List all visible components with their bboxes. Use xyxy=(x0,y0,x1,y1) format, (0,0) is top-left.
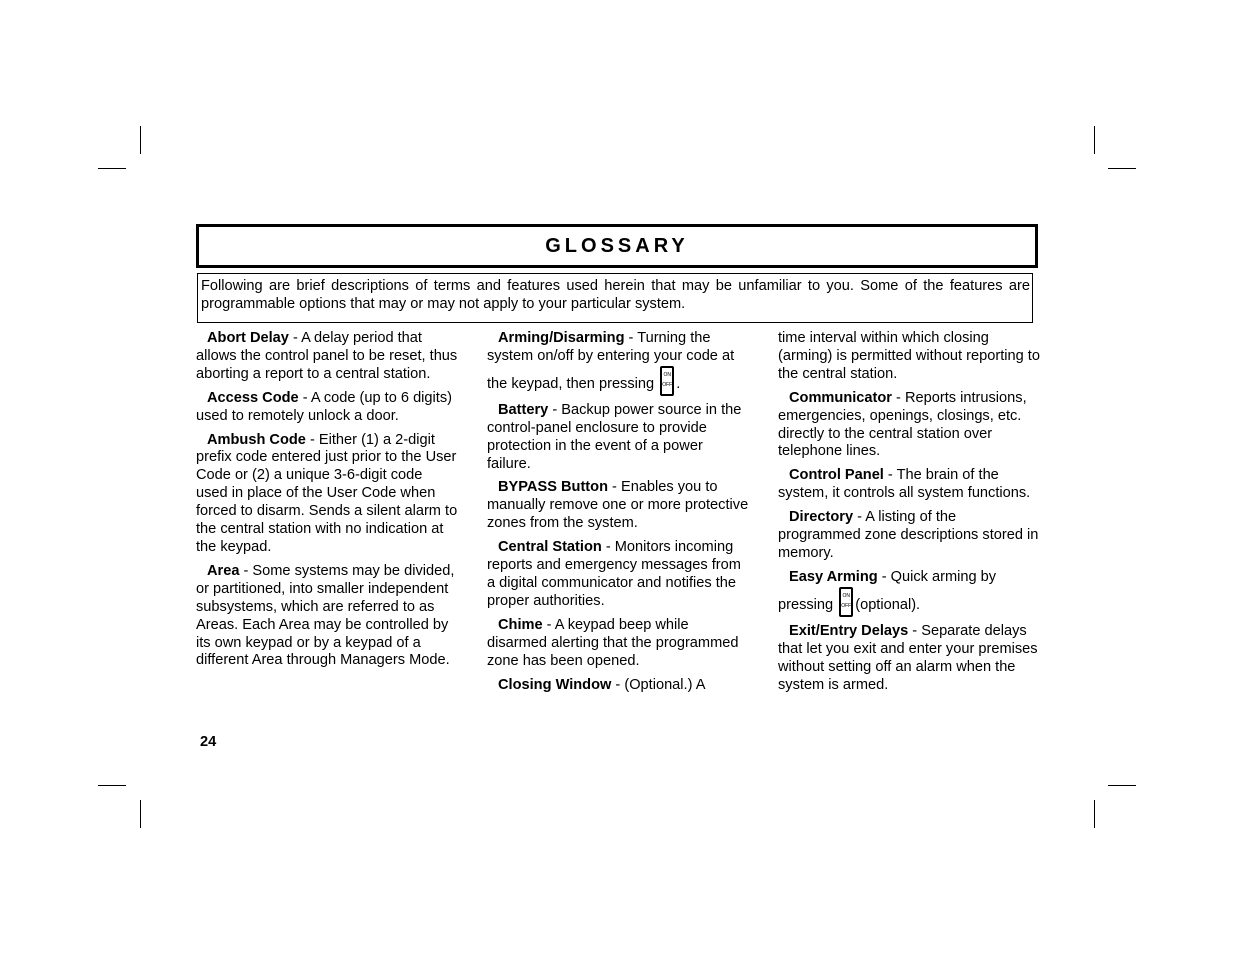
glossary-entry-ambush-code xyxy=(196,432,458,557)
definition: - Turning the system on/off by entering your code at the keypad, then pressing xyxy=(487,330,735,392)
term: Easy Arming xyxy=(789,568,878,585)
glossary-column-1 xyxy=(196,330,458,676)
crop-mark xyxy=(140,126,141,154)
crop-mark xyxy=(98,785,126,786)
term: Communicator xyxy=(789,389,892,406)
glossary-entry-chime xyxy=(487,617,749,671)
definition: - A delay period that allows the control panel to be reset, thus aborting a report to a central station. xyxy=(196,330,458,382)
definition: - Monitors incoming reports and emergency messages from a digital communicator and notifies the proper authorities. xyxy=(487,539,741,609)
definition: - Quick arming by pressing xyxy=(778,568,997,613)
glossary-title-box xyxy=(196,224,1038,268)
glossary-entry-easy-arming xyxy=(778,569,1040,617)
crop-mark xyxy=(1094,126,1095,154)
crop-mark xyxy=(1108,168,1136,169)
intro-text: Following are brief descriptions of terms and features used herein that may be unfamiliar to you. Some of the features are programmable options that may or may not apply to your particular system. xyxy=(201,278,1030,312)
glossary-entry-control-panel xyxy=(778,467,1040,503)
term: Battery xyxy=(498,401,549,418)
glossary-entry-access-code xyxy=(196,390,458,426)
definition: - A code (up to 6 digits) used to remotely unlock a door. xyxy=(196,389,452,424)
glossary-column-2 xyxy=(487,330,749,700)
glossary-entry-area xyxy=(196,563,458,670)
definition: - A keypad beep while disarmed alerting that the programmed zone has been opened. xyxy=(487,616,739,669)
glossary-entry-directory xyxy=(778,509,1040,563)
definition: - Backup power source in the control-panel enclosure to provide protection in the event of a power failure. xyxy=(487,401,742,472)
page-title: GLOSSARY xyxy=(545,234,689,257)
term: Chime xyxy=(498,616,543,633)
crop-mark xyxy=(1108,785,1136,786)
glossary-entry-abort-delay xyxy=(196,330,458,384)
term: Control Panel xyxy=(789,467,884,484)
glossary-entry-arming-disarming xyxy=(487,330,749,396)
glossary-entry-battery xyxy=(487,402,749,474)
glossary-entry-central-station xyxy=(487,539,749,611)
definition: - Some systems may be divided, or partitioned, into smaller independent subsystems, which are referred to as Areas. Each Area may be controlled by its own keypad or by a keypad of a different Area through Managers Mode. xyxy=(196,562,455,669)
on-off-key-icon: ON OFF xyxy=(660,366,674,396)
crop-mark xyxy=(140,800,141,828)
glossary-entry-bypass-button xyxy=(487,479,749,533)
page-number: 24 xyxy=(200,734,217,750)
definition-end: (optional). xyxy=(855,596,921,613)
definition: - The brain of the system, it controls all system functions. xyxy=(778,467,1031,502)
glossary-entry-closing-window-continued xyxy=(778,330,1040,384)
term: Closing Window xyxy=(498,676,612,693)
definition: - Either (1) a 2-digit prefix code entered just prior to the User Code or (2) a unique 3-6-digit code used in place of the User Code when forced to disarm. Sends a silent alarm to the central station with no indication at the keypad. xyxy=(196,431,458,555)
term: BYPASS Button xyxy=(498,479,608,496)
definition: - A listing of the programmed zone descriptions stored in memory. xyxy=(778,509,1039,561)
definition: - Enables you to manually remove one or more protective zones from the system. xyxy=(487,479,749,532)
glossary-entry-closing-window xyxy=(487,677,749,695)
glossary-column-3 xyxy=(778,330,1040,700)
term: Central Station xyxy=(498,539,602,556)
crop-mark xyxy=(98,168,126,169)
on-off-key-icon: ON OFF xyxy=(839,587,853,617)
glossary-entry-exit-entry-delays xyxy=(778,623,1040,695)
definition: - Reports intrusions, emergencies, openings, closings, etc. directly to the central station over telephone lines. xyxy=(778,389,1027,460)
term: Arming/Disarming xyxy=(498,330,625,346)
term: Ambush Code xyxy=(207,431,306,448)
intro-box xyxy=(197,273,1033,323)
term: Abort Delay xyxy=(207,330,289,346)
definition: - Separate delays that let you exit and enter your premises without setting off an alarm when the system is armed. xyxy=(778,622,1038,693)
definition-end: . xyxy=(676,375,681,392)
definition: time interval within which closing (arming) is permitted without reporting to the central station. xyxy=(778,330,1040,382)
term: Exit/Entry Delays xyxy=(789,622,909,639)
term: Directory xyxy=(789,509,854,526)
crop-mark xyxy=(1094,800,1095,828)
definition: - (Optional.) A xyxy=(611,676,706,693)
term: Access Code xyxy=(207,389,299,406)
term: Area xyxy=(207,562,240,579)
glossary-entry-communicator xyxy=(778,390,1040,462)
